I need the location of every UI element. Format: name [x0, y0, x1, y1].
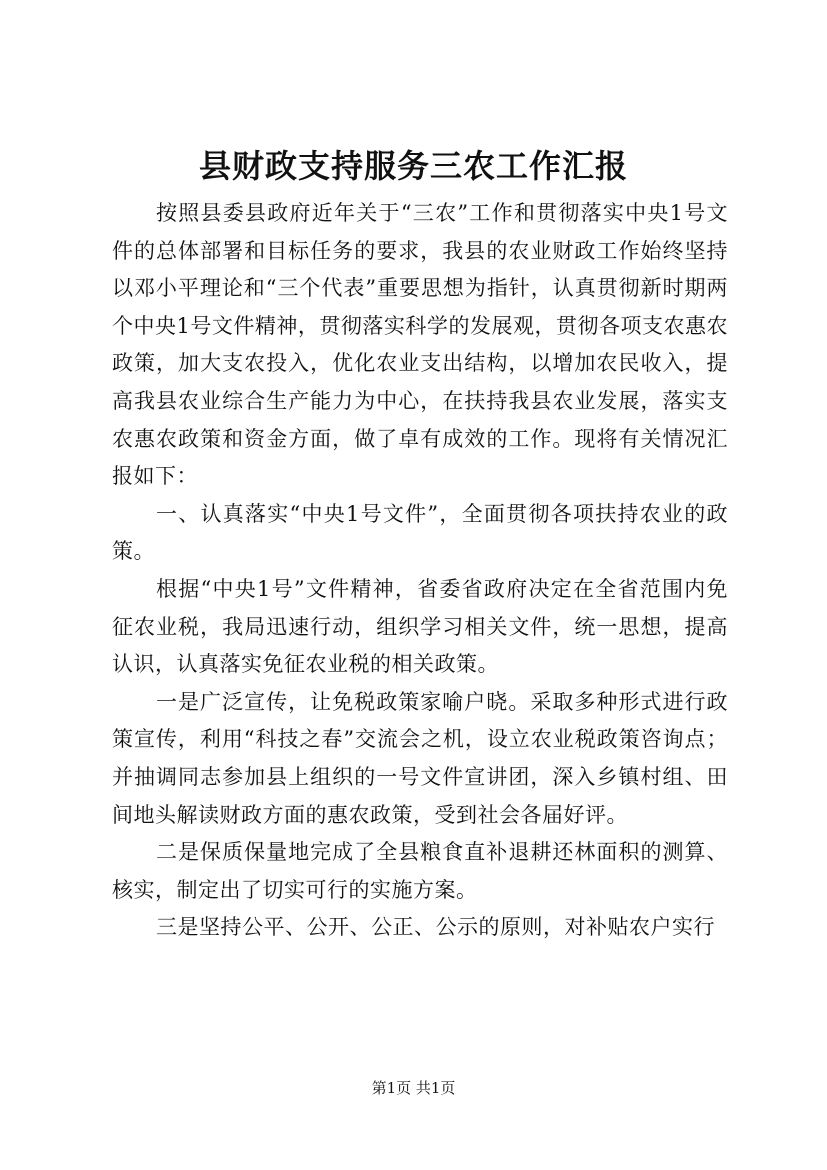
paragraph: 根据“中央1号”文件精神，省委省政府决定在全省范围内免征农业税，我局迅速行动，组织学习相关文件，统一思想，提高认识，认真落实免征农业税的相关政策。 — [112, 576, 728, 677]
paragraph: 一、认真落实“中央1号文件”，全面贯彻各项扶持农业的政策。 — [112, 501, 728, 564]
paragraph: 三是坚持公平、公开、公正、公示的原则，对补贴农户实行 — [156, 915, 715, 940]
page-title: 县财政支持服务三农工作汇报 — [198, 147, 628, 185]
page-footer: 第1页 共1页 — [371, 1079, 456, 1097]
paragraph: 按照县委县政府近年关于“三农”工作和贯彻落实中央1号文件的总体部署和目标任务的要求，我县的农业财政工作始终坚持以邓小平理论和“三个代表”重要思想为指针，认真贯彻新时期两个中央1号文件精神，贯彻落实科学的发展观，贯彻各项支农惠农政策，加大支农投入，优化农业支出结构，以增加农民收入，提高我县农业综合生产能力为中心，在扶持我县农业发展，落实支农惠农政策和资金方面，做了卓有成效的工作。现将有关情况汇报如下： — [112, 201, 728, 489]
paragraph: 一是广泛宣传，让免税政策家喻户晓。采取多种形式进行政策宣传，利用“科技之春”交流会之机，设立农业税政策咨询点；并抽调同志参加县上组织的一号文件宣讲团，深入乡镇村组、田间地头解读财政方面的惠农政策，受到社会各届好评。 — [112, 689, 728, 827]
paragraph: 二是保质保量地完成了全县粮食直补退耕还林面积的测算、核实，制定出了切实可行的实施方案。 — [112, 840, 728, 902]
document-body — [112, 195, 728, 947]
